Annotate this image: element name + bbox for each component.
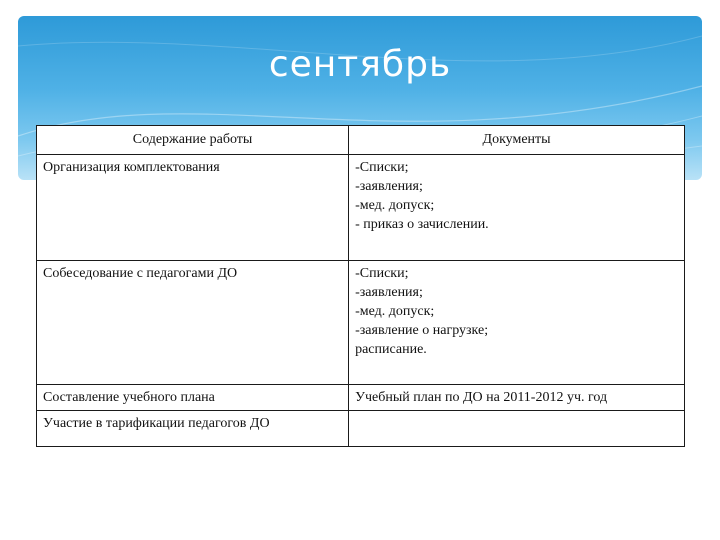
slide-title: сентябрь — [268, 44, 452, 85]
documents-cell — [349, 261, 685, 385]
document-item: -заявление о нагрузке; — [355, 323, 489, 338]
documents-cell — [349, 155, 685, 261]
documents-cell — [349, 411, 685, 447]
task-cell: Собеседование с педагогами ДО — [37, 261, 349, 385]
documents-cell — [349, 385, 685, 411]
table-header-row — [37, 126, 685, 155]
document-item: -Списки; — [355, 266, 409, 281]
table-row — [37, 155, 685, 261]
task-cell: Организация комплектования — [37, 155, 349, 261]
task-cell: Участие в тарификации педагогов ДО — [37, 411, 349, 447]
document-item: расписание. — [355, 342, 427, 357]
column-header-content: Содержание работы — [37, 126, 349, 155]
document-item: Учебный план по ДО на 2011-2012 уч. год — [355, 390, 608, 405]
document-item: -заявления; — [355, 179, 423, 194]
document-item: - приказ о зачислении. — [355, 217, 489, 232]
document-item: -мед. допуск; — [355, 304, 435, 319]
document-item: -Списки; — [355, 160, 409, 175]
table-row — [37, 411, 685, 447]
table-row — [37, 261, 685, 385]
document-item: -заявления; — [355, 285, 423, 300]
column-header-documents: Документы — [349, 126, 685, 155]
task-cell: Составление учебного плана — [37, 385, 349, 411]
schedule-table — [36, 125, 685, 447]
table-row — [37, 385, 685, 411]
document-item: -мед. допуск; — [355, 198, 435, 213]
